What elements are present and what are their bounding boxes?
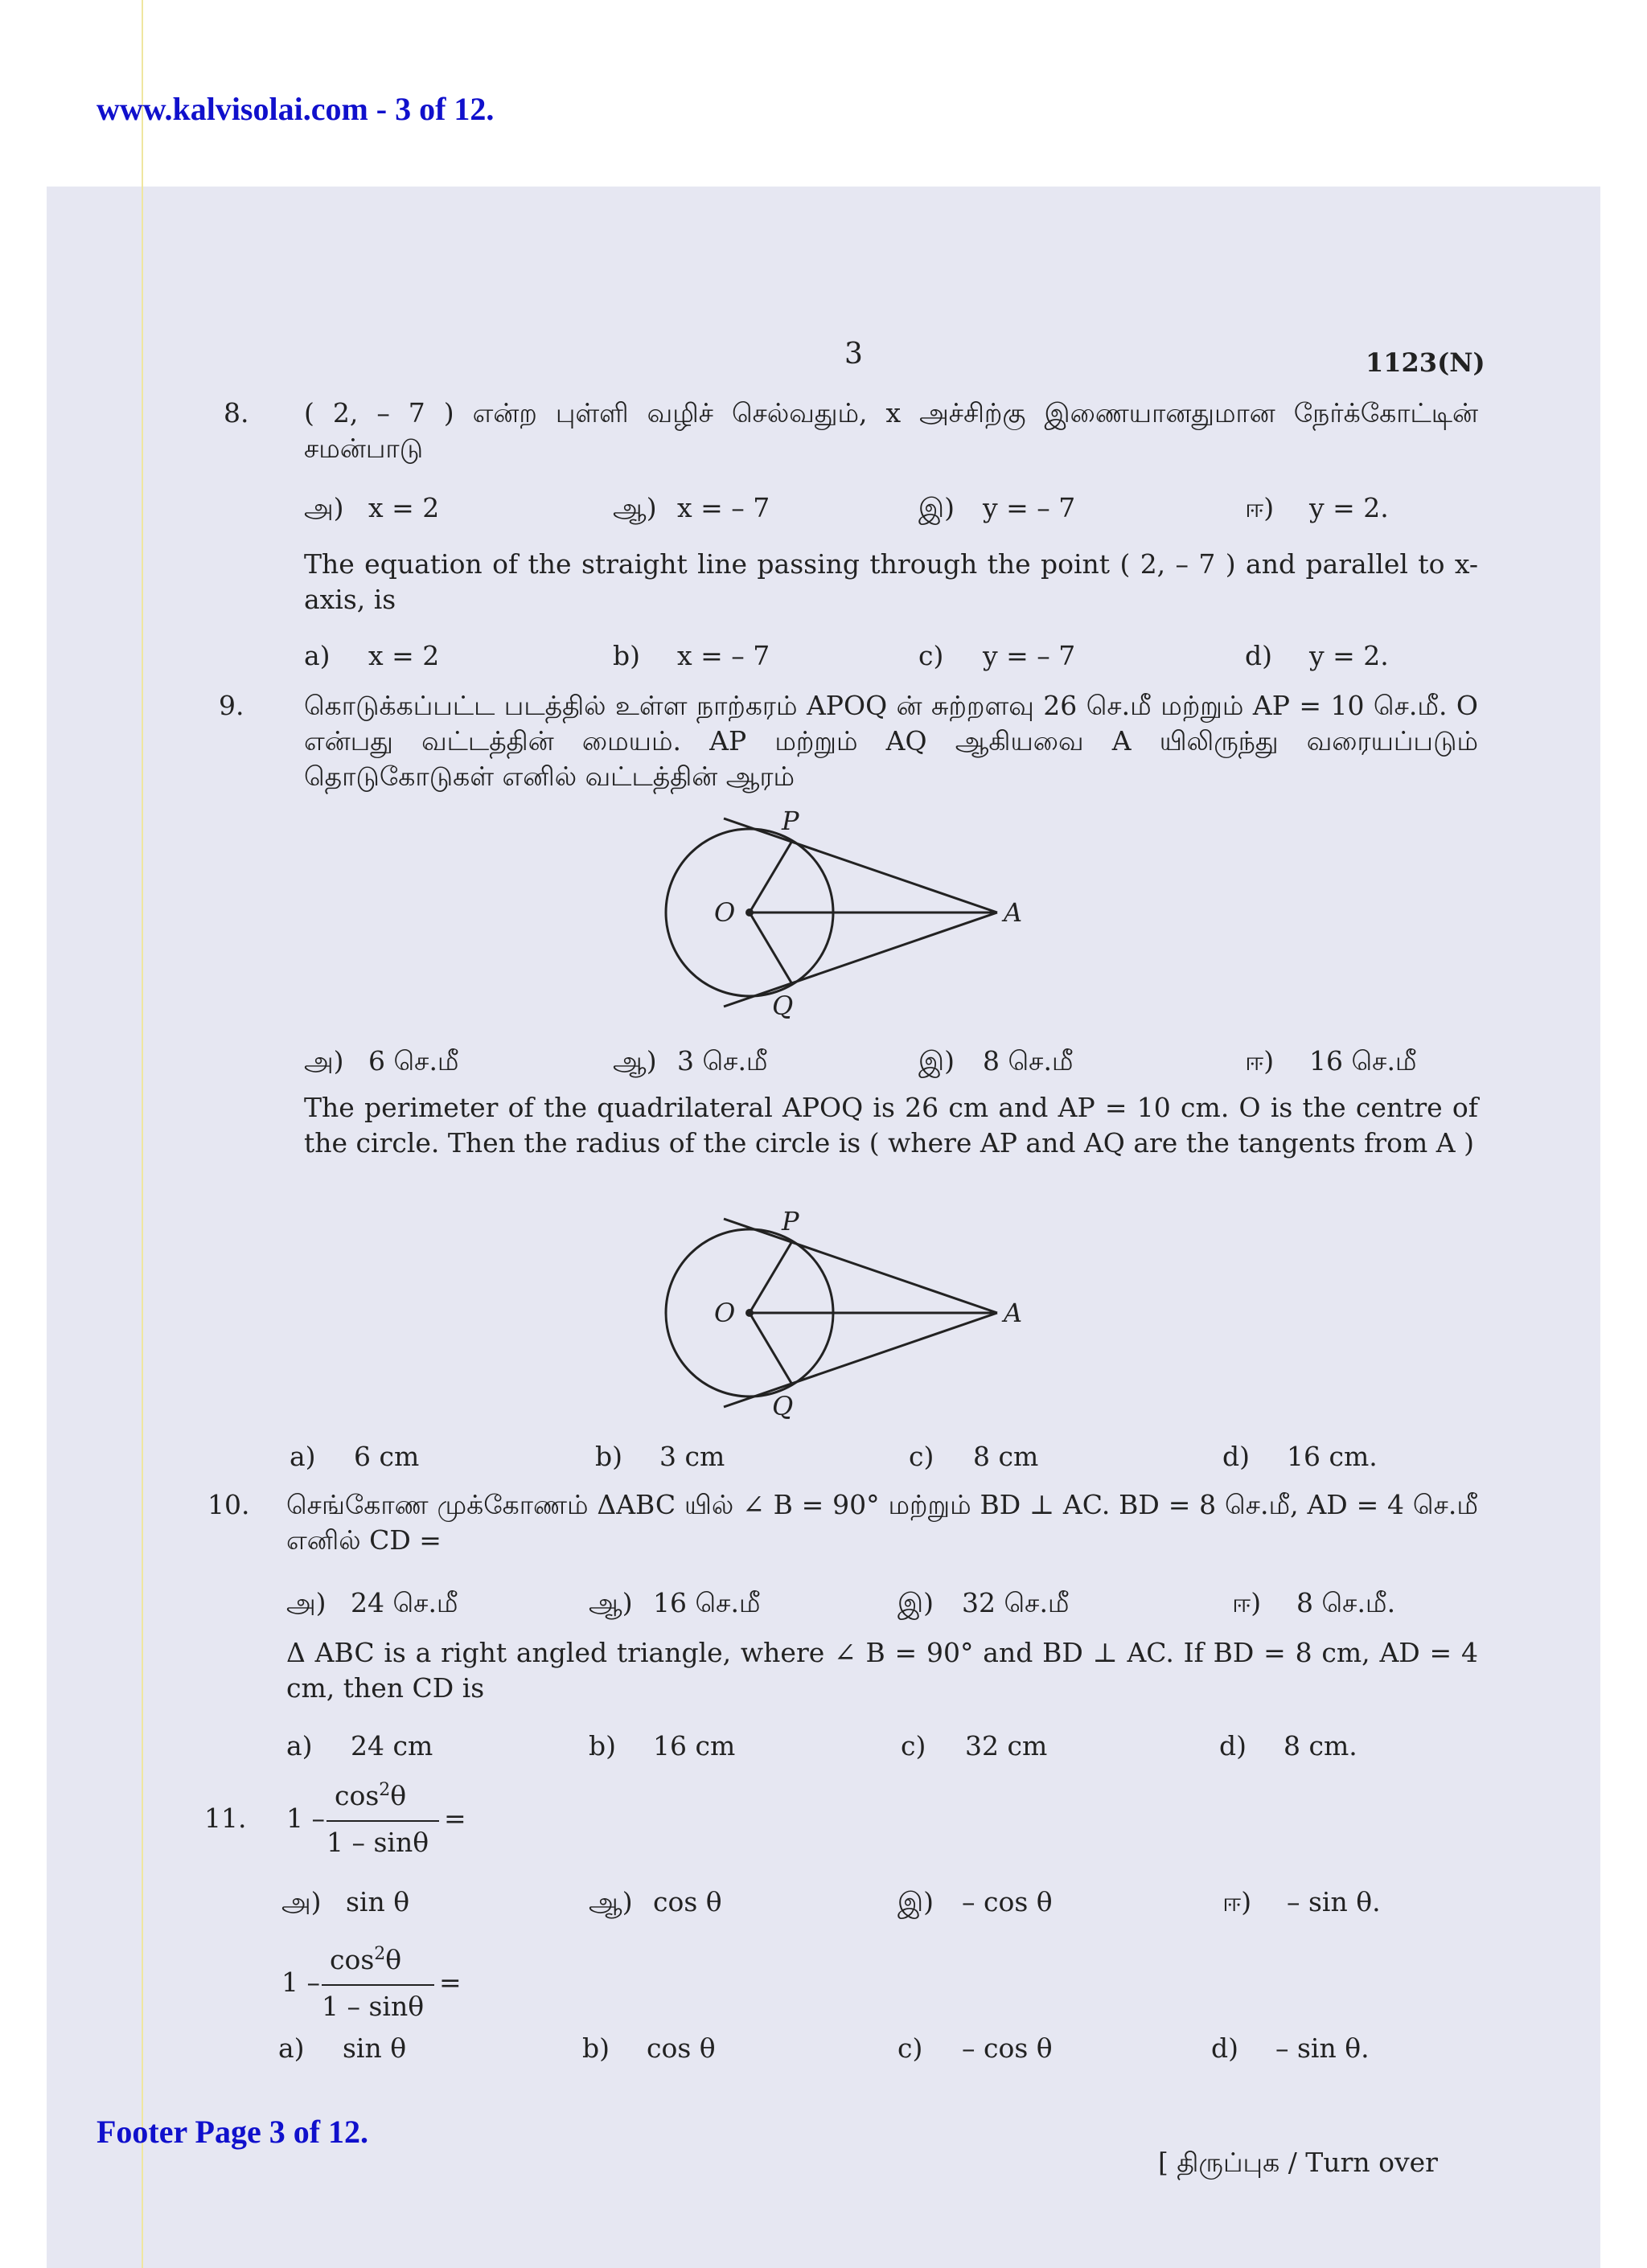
- options-tamil: அ) sin θ ஆ) cos θ இ) – cos θ ஈ) – sin θ.: [281, 1886, 1381, 1917]
- option-value[interactable]: 16 செ.மீ: [653, 1587, 761, 1618]
- question-number: 9.: [219, 690, 244, 721]
- option-value[interactable]: 24 cm: [351, 1730, 433, 1761]
- fraction-bar: [327, 1820, 439, 1822]
- option-value[interactable]: – cos θ: [962, 1886, 1053, 1917]
- options-tamil: அ) x = 2 ஆ) x = – 7 இ) y = – 7 ஈ) y = 2.: [304, 492, 1389, 523]
- option-value[interactable]: 3 செ.மீ: [677, 1045, 768, 1077]
- question-text-tamil: செங்கோண முக்கோணம் ΔABC யில் ∠ B = 90° மற்றும் BD ⊥ AC. BD = 8 செ.மீ, AD = 4 செ.மீ எனில் CD =: [286, 1489, 1478, 1556]
- option-value[interactable]: x = 2: [368, 640, 440, 671]
- label-o: O: [714, 897, 736, 928]
- option-value[interactable]: cos θ: [647, 2032, 716, 2064]
- option-value[interactable]: 8 cm: [973, 1441, 1039, 1472]
- options-english: a) 6 cm b) 3 cm c) 8 cm d) 16 cm.: [290, 1441, 1378, 1472]
- option-value[interactable]: y = 2.: [1309, 640, 1389, 671]
- question-text-english: The perimeter of the quadrilateral APOQ is 26 cm and AP = 10 cm. O is the centre of the circle. Then the radius of the circle is ( where AP and AQ are the tangents from A ): [304, 1092, 1478, 1159]
- label-o: O: [714, 1298, 736, 1328]
- label-q: Q: [772, 990, 794, 1021]
- option-value[interactable]: sin θ: [346, 1886, 410, 1917]
- options-tamil: அ) 6 செ.மீ ஆ) 3 செ.மீ இ) 8 செ.மீ ஈ) 16 செ.மீ: [304, 1045, 1417, 1077]
- option-value[interactable]: – sin θ.: [1275, 2032, 1370, 2064]
- tangent-ap: [724, 818, 997, 913]
- tangent-circle-diagram: [643, 804, 1045, 1021]
- options-english: a) x = 2 b) x = – 7 c) y = – 7 d) y = 2.: [304, 640, 1389, 671]
- option-value[interactable]: cos θ: [653, 1886, 722, 1917]
- label-a: A: [1004, 1298, 1023, 1328]
- turn-over-note: [ திருப்புக / Turn over: [1158, 2147, 1438, 2178]
- footer-link[interactable]: Footer Page 3 of 12.: [97, 2114, 369, 2150]
- option-value[interactable]: 6 செ.மீ: [368, 1045, 459, 1077]
- option-value[interactable]: y = 2.: [1309, 492, 1389, 523]
- option-value[interactable]: x = – 7: [677, 492, 770, 523]
- option-value[interactable]: x = – 7: [677, 640, 770, 671]
- margin-line: [142, 0, 143, 2268]
- option-value[interactable]: 6 cm: [354, 1441, 420, 1472]
- tangent-aq: [724, 1313, 997, 1407]
- radius-op: [750, 841, 792, 913]
- option-value[interactable]: 8 cm.: [1284, 1730, 1357, 1761]
- trig-expression: 1 – $\cos^2\theta$ 1 – sinθ =: [286, 1780, 466, 1858]
- option-value[interactable]: 24 செ.மீ: [351, 1587, 458, 1618]
- option-value[interactable]: sin θ: [343, 2032, 407, 2064]
- option-value[interactable]: 32 செ.மீ: [962, 1587, 1070, 1618]
- centre-point: [745, 1309, 754, 1317]
- label-q: Q: [772, 1391, 794, 1421]
- label-p: P: [782, 806, 799, 836]
- centre-point: [745, 908, 754, 917]
- options-tamil: அ) 24 செ.மீ ஆ) 16 செ.மீ இ) 32 செ.மீ ஈ) 8 செ.மீ.: [286, 1587, 1396, 1618]
- question-number: 11.: [204, 1803, 247, 1834]
- option-value[interactable]: 16 cm.: [1287, 1441, 1378, 1472]
- option-value[interactable]: y = – 7: [983, 492, 1076, 523]
- option-value[interactable]: 8 செ.மீ: [983, 1045, 1074, 1077]
- option-value[interactable]: – sin θ.: [1287, 1886, 1381, 1917]
- question-text-tamil: ( 2, – 7 ) என்ற புள்ளி வழிச் செல்வதும், x அச்சிற்கு இணையானதுமான நேர்க்கோட்டின் சமன்பாடு: [304, 397, 1478, 464]
- radius-op: [750, 1241, 792, 1313]
- question-text-english: The equation of the straight line passing through the point ( 2, – 7 ) and parallel to x-axis, is: [304, 548, 1478, 615]
- option-value[interactable]: 8 செ.மீ.: [1296, 1587, 1396, 1618]
- label-a: A: [1004, 897, 1023, 928]
- header-link[interactable]: www.kalvisolai.com - 3 of 12.: [97, 91, 495, 127]
- option-value[interactable]: 32 cm: [965, 1730, 1048, 1761]
- option-value[interactable]: 16 cm: [653, 1730, 736, 1761]
- options-english: a) 24 cm b) 16 cm c) 32 cm d) 8 cm.: [286, 1730, 1357, 1761]
- question-text-english: Δ ABC is a right angled triangle, where ∠ B = 90° and BD ⊥ AC. If BD = 8 cm, AD = 4 cm, then CD is: [286, 1637, 1478, 1704]
- fraction-bar: [322, 1984, 434, 1986]
- label-p: P: [782, 1206, 799, 1237]
- option-value[interactable]: 3 cm: [659, 1441, 725, 1472]
- option-value[interactable]: x = 2: [368, 492, 440, 523]
- tangent-circle-diagram: [643, 1204, 1045, 1421]
- trig-expression: 1 – $\cos^2\theta$ 1 – sinθ =: [281, 1944, 462, 2022]
- option-value[interactable]: 16 செ.மீ: [1309, 1045, 1417, 1077]
- tangent-aq: [724, 913, 997, 1007]
- question-number: 10.: [207, 1489, 250, 1520]
- page-number: 3: [844, 338, 863, 371]
- question-number: 8.: [224, 397, 249, 429]
- options-english: a) sin θ b) cos θ c) – cos θ d) – sin θ.: [278, 2032, 1370, 2064]
- tangent-ap: [724, 1219, 997, 1313]
- option-value[interactable]: y = – 7: [983, 640, 1076, 671]
- option-value[interactable]: – cos θ: [962, 2032, 1053, 2064]
- question-text-tamil: கொடுக்கப்பட்ட படத்தில் உள்ள நாற்கரம் APOQ ன் சுற்றளவு 26 செ.மீ மற்றும் AP = 10 செ.மீ. O என்பது வட்டத்தின் மையம். AP மற்றும் AQ ஆகியவை A யிலிருந்து வரையப்படும் தொடுகோடுகள் எனில் வட்டத்தின் ஆரம்: [304, 690, 1478, 792]
- radius-oq: [750, 913, 792, 984]
- paper-code: 1123(N): [1366, 347, 1485, 378]
- radius-oq: [750, 1313, 792, 1384]
